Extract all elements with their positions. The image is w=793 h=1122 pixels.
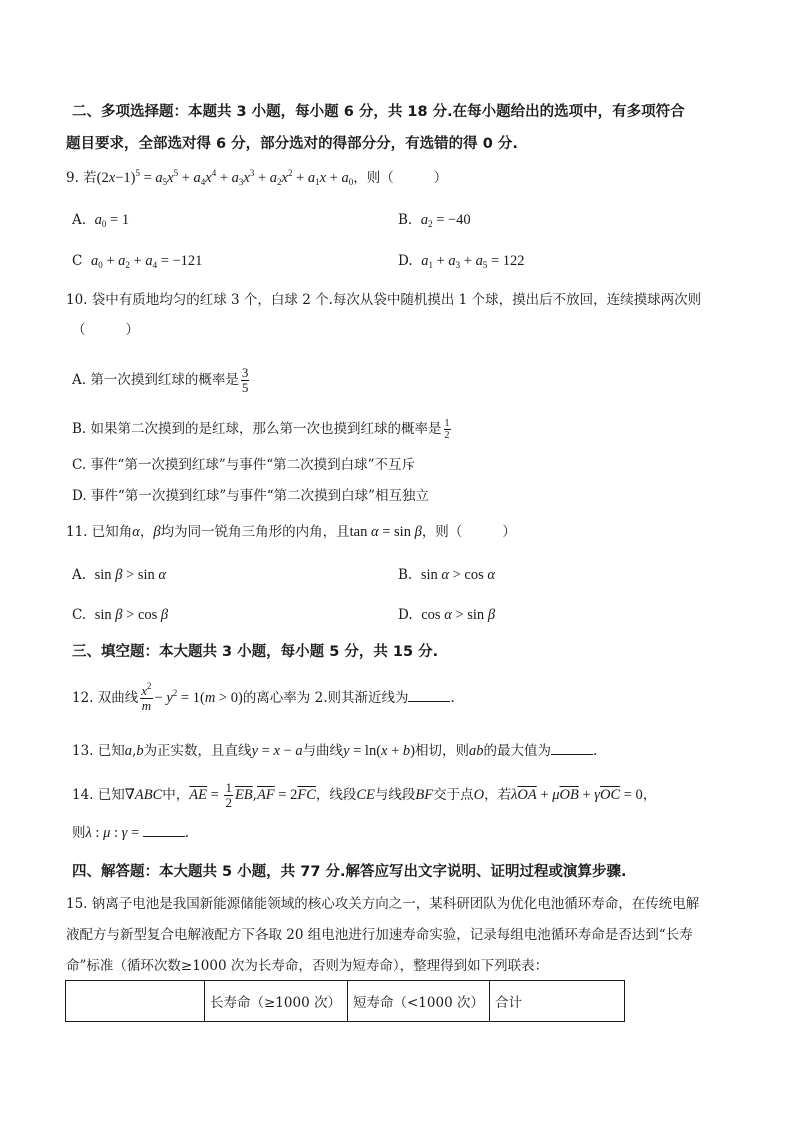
q9-option-d: D. $a_1 + a_3 + a_5 = 122$	[398, 253, 525, 270]
q12-end: .	[450, 690, 455, 706]
question-11-stem: 11. 已知角α，β均为同一锐角三角形的内角，且tan α = sin β，则（ ）	[66, 524, 516, 540]
q14-t4: 交于点	[433, 787, 474, 803]
q13-t3: 相切，则	[415, 743, 470, 759]
q14-line2-pre: 则	[72, 825, 86, 841]
q14-t3: 与线段	[374, 787, 416, 803]
q9-option-c: C $a_0 + a_2 + a_4 = -121$	[72, 253, 203, 270]
q10-option-b	[72, 414, 453, 444]
q10-a-frac-den: 5	[241, 380, 249, 395]
q10-a-fraction	[241, 366, 250, 395]
q14-t5: ，若	[484, 787, 512, 803]
q11-c-label: C.	[72, 607, 87, 623]
q9-b-label: B.	[398, 212, 413, 228]
q10-close: ）	[125, 322, 139, 338]
q9-option-b: B. $a_2 = -40$	[398, 212, 471, 229]
q14-t6: ，	[642, 787, 657, 803]
q9-then: ，则（	[353, 170, 394, 186]
table-header-cell: 合计	[489, 981, 624, 1022]
q11-pre: 11. 已知角	[66, 524, 133, 540]
q12-pre: 12. 双曲线	[72, 690, 139, 706]
q11-mid: ，	[139, 524, 154, 540]
table-header-cell	[66, 981, 205, 1022]
q10-a-frac-num: 3	[241, 365, 249, 380]
q9-c-label: C	[72, 253, 83, 269]
q10-a-text: A. 第一次摸到红球的概率是	[72, 372, 239, 388]
q9-d-label: D.	[398, 253, 413, 269]
q11-a-label: A.	[72, 567, 87, 583]
q11-mid2: 均为同一锐角三角形的内角，且	[160, 524, 350, 540]
q10-b-text: B. 如果第二次摸到的是红球，那么第一次也摸到红球的概率是	[72, 421, 442, 437]
contingency-table	[65, 980, 625, 1022]
q11-option-a: A. sin β > sin α	[72, 567, 167, 583]
q10-b-frac-num: 1	[444, 418, 450, 429]
question-15-line3: 命”标准（循环次数≥1000 次为长寿命，否则为短寿命），整理得到如下列联表：	[66, 958, 549, 974]
q11-end: ，则（	[421, 524, 463, 540]
question-10-stem-line1: 10. 袋中有质地均匀的红球 3 个，白球 2 个.每次从袋中随机摸出 1 个球，摸出后不放回，连续摸球两次则	[66, 292, 702, 308]
q13-pre: 13. 已知	[72, 743, 125, 759]
question-13: 13. 已知a,b为正实数，且直线y = x − a与曲线y = ln(x + b)相切，则ab的最大值为 .	[72, 743, 598, 759]
q9-option-a: A. $a_0 = 1$	[72, 212, 130, 229]
question-15-line1: 15. 钠离子电池是我国新能源储能领域的核心攻关方向之一，某科研团队为优化电池循环寿命，在传统电解	[66, 896, 700, 912]
q13-t1: 为正实数，且直线	[143, 743, 252, 759]
q14-end: .	[184, 825, 190, 841]
q10-option-d: D. 事件“第一次摸到红球”与事件“第二次摸到白球”相互独立	[72, 488, 430, 504]
q11-b-label: B.	[398, 567, 413, 583]
section-3-heading: 三、填空题：本大题共 3 小题，每小题 5 分，共 15 分.	[72, 644, 439, 660]
q13-end: .	[593, 743, 598, 759]
q11-option-d: D. cos α > sin β	[398, 607, 496, 623]
question-15-line2: 液配方与新型复合电解液配方下各取 20 组电池进行加速寿命实验，记录每组电池循环寿命是否达到“长寿	[66, 927, 693, 943]
q14-fraction: $\frac{1}{2}$	[225, 780, 232, 810]
q11-close: ）	[502, 524, 516, 540]
q10-open: （	[72, 322, 86, 338]
q14-t2: ，线段	[315, 787, 357, 803]
q12-post: 的离心率为 2.则其渐近线为	[242, 690, 409, 706]
q13-t4: 的最大值为	[483, 743, 552, 759]
q10-b-frac-den: 2	[444, 430, 450, 441]
table-header-cell: 长寿命（≥1000 次）	[205, 981, 348, 1022]
question-9-stem	[66, 168, 447, 188]
q10-b-fraction	[444, 418, 451, 441]
q9-equation: $(2x-1)^5 = a_5x^5 + a_4x^4 + a_3x^3 + a_2x^2 + a_1x + a_0$	[96, 168, 354, 187]
section-2-heading-line2: 题目要求，全部选对得 6 分，部分选对的得部分分，有选错的得 0 分.	[66, 136, 518, 152]
question-10-stem-line2	[72, 320, 139, 340]
table-header-cell: 短寿命（<1000 次）	[348, 981, 490, 1022]
section-2-heading-line1: 二、多项选择题：本题共 3 小题，每小题 6 分，共 18 分.在每小题给出的选项中，有多项符合	[72, 104, 685, 120]
q11-option-b: B. sin α > cos α	[398, 567, 495, 583]
q12-answer-blank[interactable]	[408, 688, 450, 702]
q9-number: 9. 若	[66, 170, 97, 186]
section-4-heading: 四、解答题：本大题共 5 小题，共 77 分.解答应写出文字说明、证明过程或演算步骤.	[72, 864, 627, 880]
q14-pre: 14. 已知	[72, 787, 125, 803]
table-header-row	[66, 981, 625, 1022]
q13-answer-blank[interactable]	[551, 741, 593, 755]
q12-fraction: $\frac{x^2}{m}$	[141, 681, 152, 713]
q14-t1: 中，	[162, 787, 190, 803]
q10-option-a	[72, 362, 251, 398]
q10-option-c: C. 事件“第一次摸到红球”与事件“第二次摸到白球”不互斥	[72, 457, 416, 473]
q9-close: ）	[433, 170, 448, 186]
q13-t2: 与曲线	[302, 743, 344, 759]
question-14-line2: 则λ : μ : γ = .	[72, 825, 190, 841]
q11-d-label: D.	[398, 607, 413, 623]
q14-answer-blank[interactable]	[143, 823, 185, 837]
question-12: 12. 双曲线 $\frac{x^2}{m}$ − $y^2 = 1(m > 0)$的离心率为 2.则其渐近线为 .	[72, 681, 455, 713]
question-14-line1: 14. 已知∇ABC中，$\overline{AE}$ = $\frac{1}{2}$ $\overline{EB},\overline{AF} = 2\overline{FC}$，线段CE与线段BF交于点O，若$\lambda\overline{OA} + \mu\overline{OB} + \gamma\overline{OC} = 0$，	[72, 780, 657, 810]
q11-option-c: C. sin β > cos β	[72, 607, 169, 623]
q9-a-label: A.	[72, 212, 87, 228]
